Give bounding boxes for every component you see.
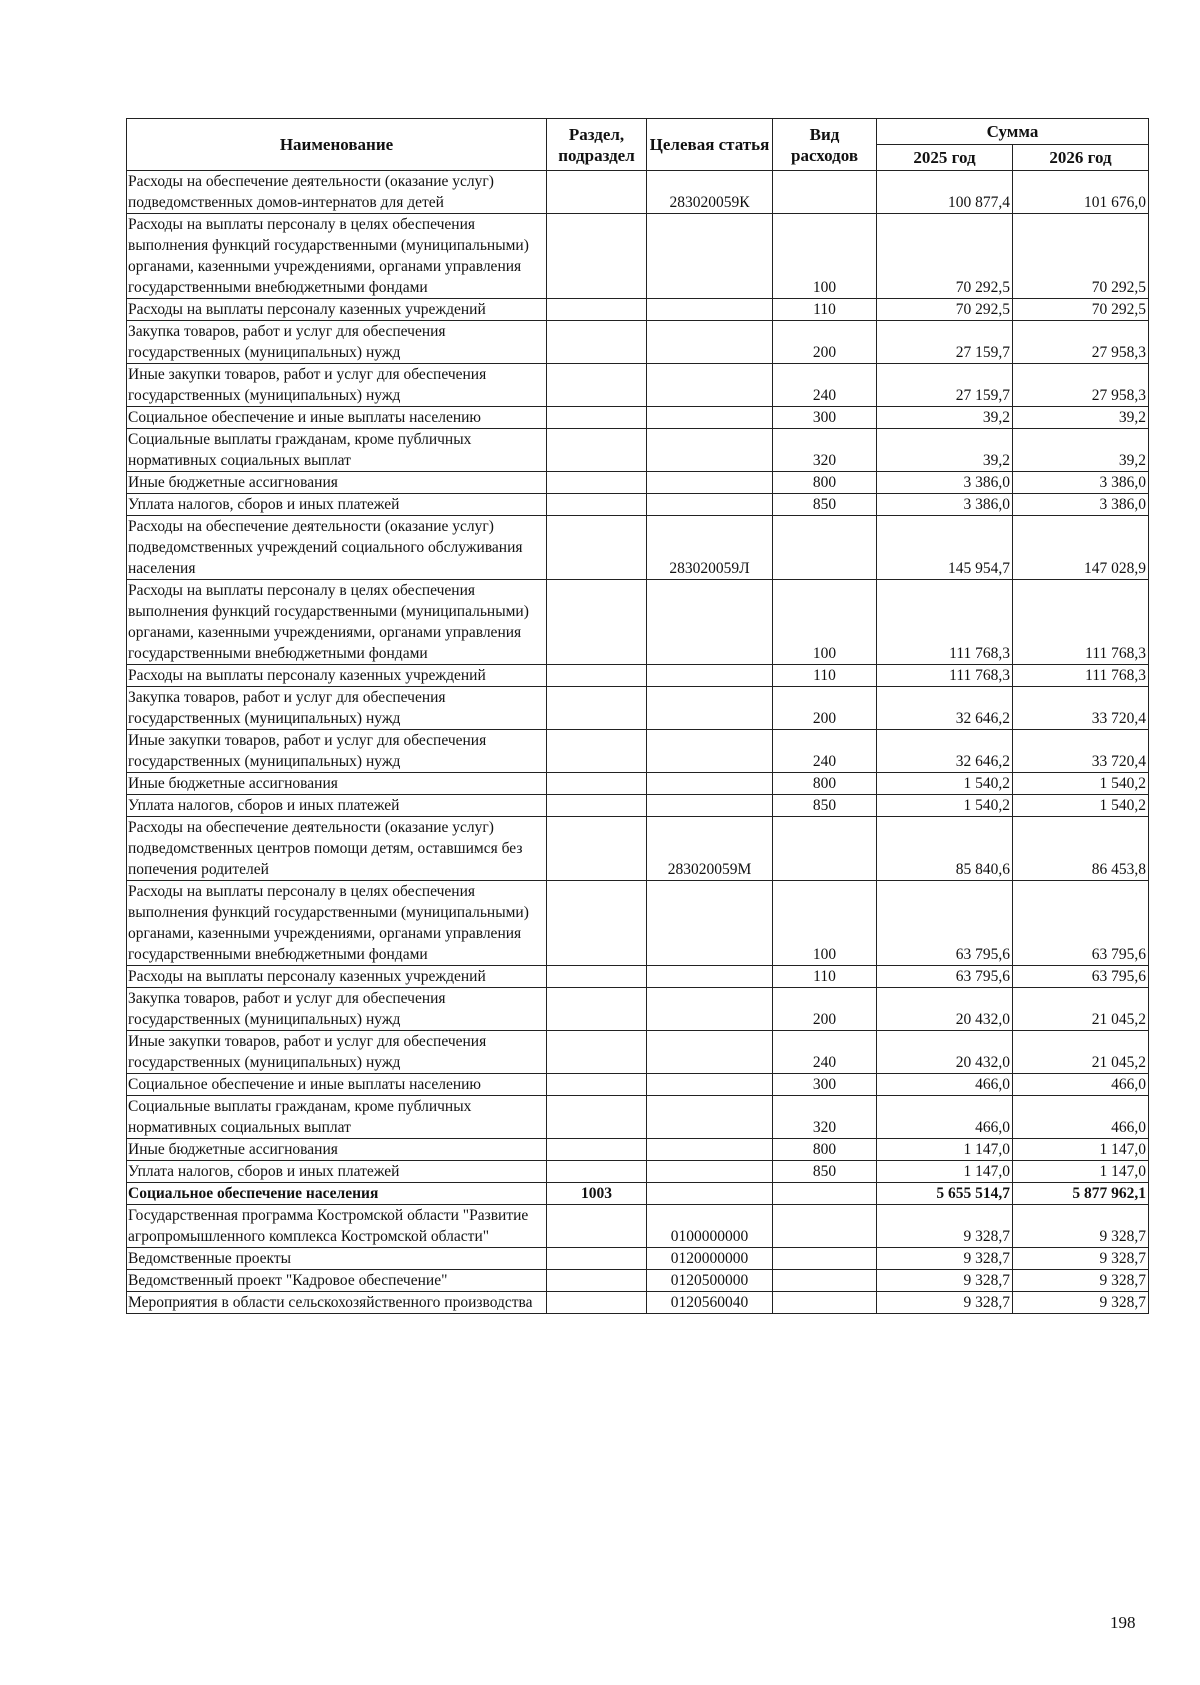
row-name-cell: Социальное обеспечение и иные выплаты населению bbox=[127, 407, 547, 429]
row-2026-cell: 39,2 bbox=[1013, 429, 1149, 472]
row-name-cell: Закупка товаров, работ и услуг для обеспечения государственных (муниципальных) нужд bbox=[127, 988, 547, 1031]
table-row bbox=[127, 966, 1149, 988]
row-2026-cell: 33 720,4 bbox=[1013, 730, 1149, 773]
row-2025-cell: 85 840,6 bbox=[877, 817, 1013, 881]
table-row bbox=[127, 1031, 1149, 1074]
row-2026-cell: 466,0 bbox=[1013, 1096, 1149, 1139]
row-2026-cell: 1 540,2 bbox=[1013, 795, 1149, 817]
row-2025-cell: 27 159,7 bbox=[877, 321, 1013, 364]
row-2025-cell: 27 159,7 bbox=[877, 364, 1013, 407]
row-name-cell: Уплата налогов, сборов и иных платежей bbox=[127, 494, 547, 516]
row-target-cell bbox=[647, 988, 773, 1031]
row-2025-cell: 1 540,2 bbox=[877, 795, 1013, 817]
row-2025-cell: 466,0 bbox=[877, 1074, 1013, 1096]
row-2026-cell: 111 768,3 bbox=[1013, 580, 1149, 665]
table-row bbox=[127, 321, 1149, 364]
header-sum: Сумма bbox=[877, 119, 1149, 145]
row-2026-cell: 3 386,0 bbox=[1013, 494, 1149, 516]
row-target-cell bbox=[647, 1031, 773, 1074]
table-row bbox=[127, 1161, 1149, 1183]
row-section-cell bbox=[547, 580, 647, 665]
row-kind-cell: 200 bbox=[773, 988, 877, 1031]
row-section-cell bbox=[547, 494, 647, 516]
row-target-cell bbox=[647, 1139, 773, 1161]
table-row bbox=[127, 516, 1149, 580]
row-target-cell bbox=[647, 773, 773, 795]
row-target-cell bbox=[647, 730, 773, 773]
row-target-cell bbox=[647, 795, 773, 817]
row-kind-cell bbox=[773, 1270, 877, 1292]
row-2025-cell: 3 386,0 bbox=[877, 494, 1013, 516]
row-target-cell bbox=[647, 407, 773, 429]
row-name-cell: Расходы на выплаты персоналу в целях обеспечения выполнения функций государственными (муниципальными) органами, казенными учреждениями, органами управления государственными внебюджетными фондами bbox=[127, 214, 547, 299]
row-2025-cell: 1 147,0 bbox=[877, 1161, 1013, 1183]
row-2026-cell: 70 292,5 bbox=[1013, 214, 1149, 299]
row-section-cell bbox=[547, 817, 647, 881]
row-2026-cell: 21 045,2 bbox=[1013, 1031, 1149, 1074]
row-kind-cell: 850 bbox=[773, 795, 877, 817]
row-2026-cell: 1 147,0 bbox=[1013, 1139, 1149, 1161]
row-target-cell: 0120560040 bbox=[647, 1292, 773, 1314]
row-name-cell: Ведомственные проекты bbox=[127, 1248, 547, 1270]
row-2025-cell: 20 432,0 bbox=[877, 1031, 1013, 1074]
row-kind-cell: 850 bbox=[773, 1161, 877, 1183]
row-target-cell: 0120000000 bbox=[647, 1248, 773, 1270]
header-2025: 2025 год bbox=[877, 145, 1013, 171]
row-2025-cell: 70 292,5 bbox=[877, 299, 1013, 321]
row-kind-cell: 300 bbox=[773, 407, 877, 429]
row-target-cell: 283020059М bbox=[647, 817, 773, 881]
row-name-cell: Иные закупки товаров, работ и услуг для обеспечения государственных (муниципальных) нужд bbox=[127, 730, 547, 773]
row-kind-cell: 110 bbox=[773, 299, 877, 321]
header-section: Раздел, подраздел bbox=[547, 119, 647, 171]
row-2026-cell: 33 720,4 bbox=[1013, 687, 1149, 730]
row-kind-cell: 200 bbox=[773, 687, 877, 730]
row-2025-cell: 9 328,7 bbox=[877, 1248, 1013, 1270]
row-name-cell: Уплата налогов, сборов и иных платежей bbox=[127, 1161, 547, 1183]
row-kind-cell: 800 bbox=[773, 1139, 877, 1161]
row-2025-cell: 100 877,4 bbox=[877, 171, 1013, 214]
header-2026: 2026 год bbox=[1013, 145, 1149, 171]
row-2025-cell: 9 328,7 bbox=[877, 1292, 1013, 1314]
row-section-cell bbox=[547, 321, 647, 364]
row-section-cell bbox=[547, 407, 647, 429]
row-kind-cell bbox=[773, 516, 877, 580]
row-section-cell bbox=[547, 881, 647, 966]
row-kind-cell bbox=[773, 817, 877, 881]
row-target-cell bbox=[647, 665, 773, 687]
row-2026-cell: 9 328,7 bbox=[1013, 1248, 1149, 1270]
row-target-cell bbox=[647, 1161, 773, 1183]
row-kind-cell: 320 bbox=[773, 429, 877, 472]
table-row bbox=[127, 687, 1149, 730]
row-2026-cell: 9 328,7 bbox=[1013, 1292, 1149, 1314]
row-section-cell bbox=[547, 687, 647, 730]
row-2026-cell: 70 292,5 bbox=[1013, 299, 1149, 321]
row-name-cell: Уплата налогов, сборов и иных платежей bbox=[127, 795, 547, 817]
row-name-cell: Мероприятия в области сельскохозяйственного производства bbox=[127, 1292, 547, 1314]
row-2025-cell: 63 795,6 bbox=[877, 881, 1013, 966]
row-2025-cell: 63 795,6 bbox=[877, 966, 1013, 988]
row-section-cell bbox=[547, 730, 647, 773]
row-section-cell bbox=[547, 1161, 647, 1183]
row-2025-cell: 20 432,0 bbox=[877, 988, 1013, 1031]
table-row bbox=[127, 1205, 1149, 1248]
row-kind-cell bbox=[773, 1205, 877, 1248]
table-row bbox=[127, 472, 1149, 494]
row-name-cell: Социальное обеспечение населения bbox=[127, 1183, 547, 1205]
row-name-cell: Расходы на обеспечение деятельности (оказание услуг) подведомственных учреждений социального обслуживания населения bbox=[127, 516, 547, 580]
row-2025-cell: 32 646,2 bbox=[877, 730, 1013, 773]
row-2026-cell: 111 768,3 bbox=[1013, 665, 1149, 687]
row-kind-cell bbox=[773, 1248, 877, 1270]
table-row bbox=[127, 1074, 1149, 1096]
row-target-cell bbox=[647, 1096, 773, 1139]
table-row bbox=[127, 795, 1149, 817]
row-kind-cell: 800 bbox=[773, 773, 877, 795]
row-2025-cell: 3 386,0 bbox=[877, 472, 1013, 494]
row-section-cell bbox=[547, 773, 647, 795]
row-name-cell: Расходы на выплаты персоналу казенных учреждений bbox=[127, 299, 547, 321]
table-row bbox=[127, 429, 1149, 472]
row-name-cell: Расходы на обеспечение деятельности (оказание услуг) подведомственных центров помощи детям, оставшимся без попечения родителей bbox=[127, 817, 547, 881]
header-row-1 bbox=[127, 119, 1149, 145]
row-section-cell bbox=[547, 1292, 647, 1314]
row-name-cell: Расходы на обеспечение деятельности (оказание услуг) подведомственных домов-интернатов для детей bbox=[127, 171, 547, 214]
row-section-cell bbox=[547, 1031, 647, 1074]
row-section-cell bbox=[547, 988, 647, 1031]
row-name-cell: Иные закупки товаров, работ и услуг для обеспечения государственных (муниципальных) нужд bbox=[127, 364, 547, 407]
row-2026-cell: 27 958,3 bbox=[1013, 364, 1149, 407]
row-2026-cell: 39,2 bbox=[1013, 407, 1149, 429]
row-kind-cell: 100 bbox=[773, 214, 877, 299]
row-name-cell: Государственная программа Костромской области "Развитие агропромышленного комплекса Костромской области" bbox=[127, 1205, 547, 1248]
row-kind-cell: 200 bbox=[773, 321, 877, 364]
table-row bbox=[127, 171, 1149, 214]
row-name-cell: Расходы на выплаты персоналу казенных учреждений bbox=[127, 966, 547, 988]
row-2025-cell: 32 646,2 bbox=[877, 687, 1013, 730]
row-kind-cell: 240 bbox=[773, 730, 877, 773]
row-section-cell bbox=[547, 1139, 647, 1161]
row-2026-cell: 27 958,3 bbox=[1013, 321, 1149, 364]
row-name-cell: Расходы на выплаты персоналу казенных учреждений bbox=[127, 665, 547, 687]
table-row bbox=[127, 1248, 1149, 1270]
row-2025-cell: 1 540,2 bbox=[877, 773, 1013, 795]
table-row bbox=[127, 1096, 1149, 1139]
row-2026-cell: 9 328,7 bbox=[1013, 1270, 1149, 1292]
row-name-cell: Расходы на выплаты персоналу в целях обеспечения выполнения функций государственными (муниципальными) органами, казенными учреждениями, органами управления государственными внебюджетными фондами bbox=[127, 580, 547, 665]
row-section-cell bbox=[547, 966, 647, 988]
table-row bbox=[127, 1270, 1149, 1292]
row-section-cell: 1003 bbox=[547, 1183, 647, 1205]
row-kind-cell: 100 bbox=[773, 881, 877, 966]
table-row bbox=[127, 817, 1149, 881]
page-number: 198 bbox=[1110, 1613, 1136, 1632]
row-name-cell: Иные бюджетные ассигнования bbox=[127, 1139, 547, 1161]
table-row bbox=[127, 1183, 1149, 1205]
row-target-cell bbox=[647, 580, 773, 665]
table-row bbox=[127, 364, 1149, 407]
row-name-cell: Иные закупки товаров, работ и услуг для обеспечения государственных (муниципальных) нужд bbox=[127, 1031, 547, 1074]
table-body bbox=[127, 171, 1149, 1314]
row-kind-cell: 240 bbox=[773, 1031, 877, 1074]
row-2026-cell: 86 453,8 bbox=[1013, 817, 1149, 881]
row-target-cell bbox=[647, 1074, 773, 1096]
table-row bbox=[127, 730, 1149, 773]
table-row bbox=[127, 773, 1149, 795]
row-target-cell: 0100000000 bbox=[647, 1205, 773, 1248]
table-row bbox=[127, 988, 1149, 1031]
row-kind-cell: 320 bbox=[773, 1096, 877, 1139]
row-2026-cell: 1 540,2 bbox=[1013, 773, 1149, 795]
row-section-cell bbox=[547, 1248, 647, 1270]
row-kind-cell: 300 bbox=[773, 1074, 877, 1096]
row-kind-cell: 100 bbox=[773, 580, 877, 665]
row-2025-cell: 70 292,5 bbox=[877, 214, 1013, 299]
row-2025-cell: 9 328,7 bbox=[877, 1270, 1013, 1292]
row-section-cell bbox=[547, 795, 647, 817]
row-2025-cell: 39,2 bbox=[877, 407, 1013, 429]
row-name-cell: Иные бюджетные ассигнования bbox=[127, 472, 547, 494]
row-2025-cell: 1 147,0 bbox=[877, 1139, 1013, 1161]
row-2026-cell: 9 328,7 bbox=[1013, 1205, 1149, 1248]
table-row bbox=[127, 407, 1149, 429]
row-section-cell bbox=[547, 299, 647, 321]
row-2025-cell: 5 655 514,7 bbox=[877, 1183, 1013, 1205]
row-kind-cell: 800 bbox=[773, 472, 877, 494]
row-2025-cell: 39,2 bbox=[877, 429, 1013, 472]
row-section-cell bbox=[547, 1205, 647, 1248]
table-row bbox=[127, 665, 1149, 687]
row-2026-cell: 101 676,0 bbox=[1013, 171, 1149, 214]
row-target-cell bbox=[647, 299, 773, 321]
table-row bbox=[127, 494, 1149, 516]
row-section-cell bbox=[547, 516, 647, 580]
header-target: Целевая статья bbox=[647, 119, 773, 171]
table-row bbox=[127, 299, 1149, 321]
row-target-cell bbox=[647, 429, 773, 472]
row-name-cell: Социальные выплаты гражданам, кроме публичных нормативных социальных выплат bbox=[127, 1096, 547, 1139]
row-section-cell bbox=[547, 1270, 647, 1292]
row-kind-cell bbox=[773, 171, 877, 214]
row-2026-cell: 63 795,6 bbox=[1013, 881, 1149, 966]
table-row bbox=[127, 1139, 1149, 1161]
table-row bbox=[127, 1292, 1149, 1314]
row-2026-cell: 3 386,0 bbox=[1013, 472, 1149, 494]
row-kind-cell: 850 bbox=[773, 494, 877, 516]
row-target-cell: 283020059К bbox=[647, 171, 773, 214]
row-section-cell bbox=[547, 1074, 647, 1096]
row-section-cell bbox=[547, 665, 647, 687]
row-target-cell bbox=[647, 472, 773, 494]
row-target-cell bbox=[647, 364, 773, 407]
row-2026-cell: 466,0 bbox=[1013, 1074, 1149, 1096]
row-section-cell bbox=[547, 472, 647, 494]
budget-table-container bbox=[126, 118, 1148, 1314]
row-name-cell: Расходы на выплаты персоналу в целях обеспечения выполнения функций государственными (муниципальными) органами, казенными учреждениями, органами управления государственными внебюджетными фондами bbox=[127, 881, 547, 966]
row-name-cell: Социальные выплаты гражданам, кроме публичных нормативных социальных выплат bbox=[127, 429, 547, 472]
row-section-cell bbox=[547, 214, 647, 299]
row-2025-cell: 9 328,7 bbox=[877, 1205, 1013, 1248]
row-name-cell: Закупка товаров, работ и услуг для обеспечения государственных (муниципальных) нужд bbox=[127, 321, 547, 364]
row-target-cell bbox=[647, 881, 773, 966]
row-2026-cell: 1 147,0 bbox=[1013, 1161, 1149, 1183]
row-name-cell: Закупка товаров, работ и услуг для обеспечения государственных (муниципальных) нужд bbox=[127, 687, 547, 730]
row-section-cell bbox=[547, 364, 647, 407]
row-target-cell: 0120500000 bbox=[647, 1270, 773, 1292]
row-2025-cell: 466,0 bbox=[877, 1096, 1013, 1139]
row-name-cell: Социальное обеспечение и иные выплаты населению bbox=[127, 1074, 547, 1096]
row-kind-cell bbox=[773, 1183, 877, 1205]
header-kind: Вид расходов bbox=[773, 119, 877, 171]
row-target-cell: 283020059Л bbox=[647, 516, 773, 580]
row-name-cell: Ведомственный проект "Кадровое обеспечение" bbox=[127, 1270, 547, 1292]
row-2025-cell: 111 768,3 bbox=[877, 665, 1013, 687]
row-kind-cell bbox=[773, 1292, 877, 1314]
row-kind-cell: 240 bbox=[773, 364, 877, 407]
row-2026-cell: 147 028,9 bbox=[1013, 516, 1149, 580]
row-section-cell bbox=[547, 429, 647, 472]
row-2026-cell: 63 795,6 bbox=[1013, 966, 1149, 988]
row-kind-cell: 110 bbox=[773, 966, 877, 988]
budget-table bbox=[126, 118, 1149, 1314]
row-target-cell bbox=[647, 1183, 773, 1205]
row-target-cell bbox=[647, 494, 773, 516]
row-2026-cell: 21 045,2 bbox=[1013, 988, 1149, 1031]
table-row bbox=[127, 580, 1149, 665]
table-row bbox=[127, 881, 1149, 966]
row-target-cell bbox=[647, 321, 773, 364]
row-2026-cell: 5 877 962,1 bbox=[1013, 1183, 1149, 1205]
row-section-cell bbox=[547, 171, 647, 214]
row-name-cell: Иные бюджетные ассигнования bbox=[127, 773, 547, 795]
row-target-cell bbox=[647, 214, 773, 299]
row-section-cell bbox=[547, 1096, 647, 1139]
row-target-cell bbox=[647, 687, 773, 730]
row-2025-cell: 111 768,3 bbox=[877, 580, 1013, 665]
table-row bbox=[127, 214, 1149, 299]
header-name: Наименование bbox=[127, 119, 547, 171]
row-target-cell bbox=[647, 966, 773, 988]
row-2025-cell: 145 954,7 bbox=[877, 516, 1013, 580]
row-kind-cell: 110 bbox=[773, 665, 877, 687]
